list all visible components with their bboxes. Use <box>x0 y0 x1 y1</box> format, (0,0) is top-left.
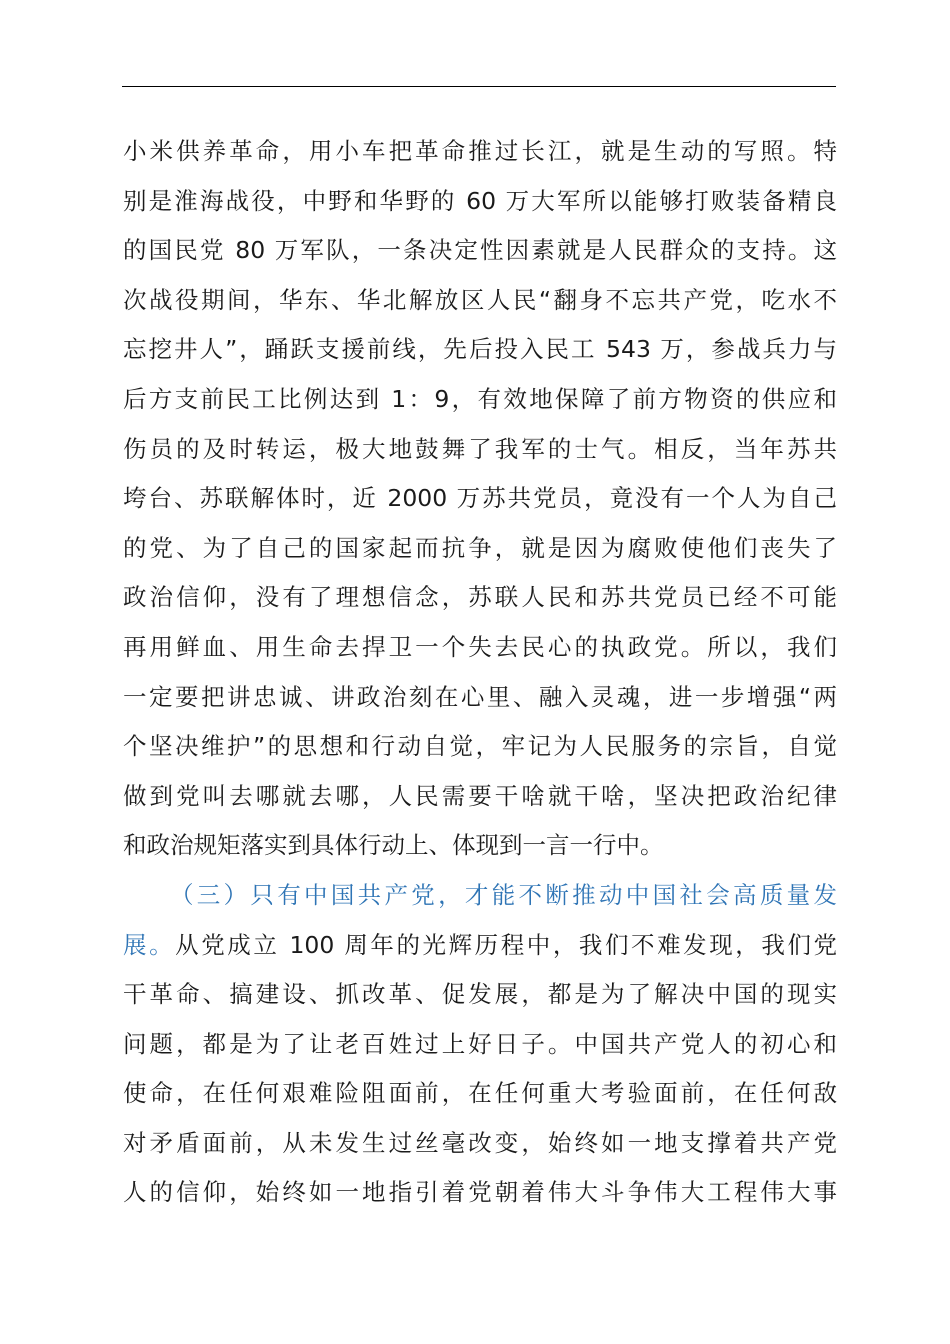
paragraph-line: 垮台、苏联解体时，近 2000 万苏共党员，竟没有一个人为自己 <box>123 484 837 513</box>
section-heading-end: 展。 <box>123 930 176 959</box>
paragraph-line: 再用鲜血、用生命去捍卫一个失去民心的执政党。所以，我们 <box>123 632 837 661</box>
paragraph-line: 对矛盾面前，从未发生过丝毫改变，始终如一地支撑着共产党 <box>123 1128 837 1157</box>
paragraph-line: 和政治规矩落实到具体行动上、体现到一言一行中。 <box>123 831 664 860</box>
paragraph-line: 个坚决维护”的思想和行动自觉，牢记为人民服务的宗旨，自觉 <box>123 732 837 761</box>
paragraph-line: 一定要把讲忠诚、讲政治刻在心里、融入灵魂，进一步增强“两 <box>123 682 837 711</box>
paragraph-line: 的国民党 80 万军队，一条决定性因素就是人民群众的支持。这 <box>123 236 837 265</box>
header-rule <box>122 86 836 87</box>
paragraph-line: 次战役期间，华东、华北解放区人民“翻身不忘共产党，吃水不 <box>123 285 837 314</box>
paragraph-line <box>123 921 837 971</box>
paragraph-line: 使命，在任何艰难险阻面前，在任何重大考验面前，在任何敌 <box>123 1079 837 1108</box>
paragraph-line: 干革命、搞建设、抓改革、促发展，都是为了解决中国的现实 <box>123 980 837 1009</box>
paragraph-line-text: 从党成立 100 周年的光辉历程中，我们不难发现，我们党 <box>175 930 837 959</box>
paragraph-line: 后方支前民工比例达到 1：9，有效地保障了前方物资的供应和 <box>123 384 837 413</box>
paragraph-line: 政治信仰，没有了理想信念，苏联人民和苏共党员已经不可能 <box>123 583 837 612</box>
paragraph-line: 小米供养革命，用小车把革命推过长江，就是生动的写照。特 <box>123 137 837 165</box>
section-heading: （三）只有中国共产党，才能不断推动中国社会高质量发 <box>170 880 837 909</box>
paragraph-line: 问题，都是为了让老百姓过上好日子。中国共产党人的初心和 <box>123 1029 837 1058</box>
paragraph-line: 别是淮海战役，中野和华野的 60 万大军所以能够打败装备精良 <box>123 186 837 215</box>
paragraph-line: 的党、为了自己的国家起而抗争，就是因为腐败使他们丧失了 <box>123 533 837 562</box>
body-text <box>123 127 837 1218</box>
paragraph-line: 做到党叫去哪就去哪，人民需要干啥就干啥，坚决把政治纪律 <box>123 781 837 810</box>
paragraph-line: 忘挖井人”，踊跃支援前线，先后投入民工 543 万，参战兵力与 <box>123 335 837 364</box>
paragraph-line: 人的信仰，始终如一地指引着党朝着伟大斗争伟大工程伟大事 <box>123 1178 837 1207</box>
paragraph-line: 伤员的及时转运，极大地鼓舞了我军的士气。相反，当年苏共 <box>123 434 837 463</box>
